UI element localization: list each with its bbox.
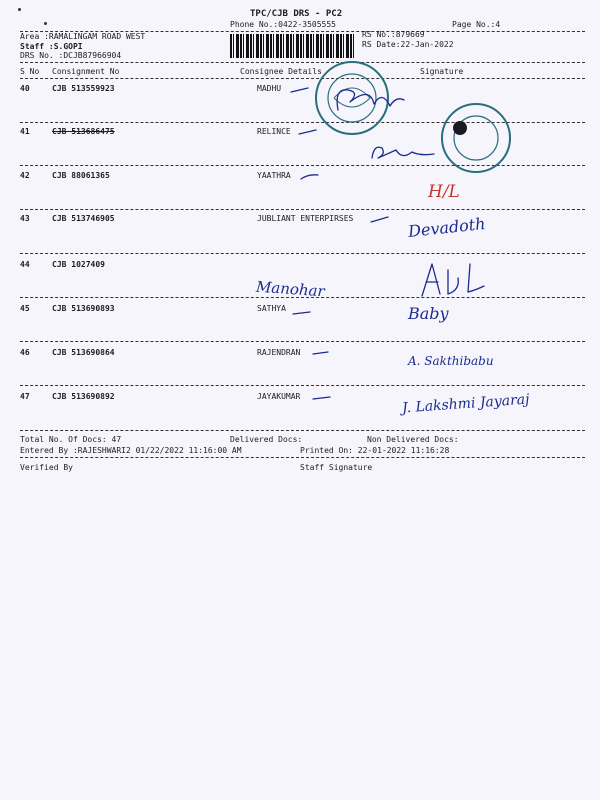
tick-mark (292, 308, 312, 318)
tick-mark (290, 86, 310, 96)
row-consignment: CJB 513690893 (52, 304, 115, 313)
signature-row44 (418, 260, 490, 300)
total-docs: Total No. Of Docs: 47 (20, 435, 122, 444)
row-consignee: JAYAKUMAR (257, 392, 301, 401)
row-consignee: RAJENDRAN (257, 348, 301, 357)
row-consignee: YAATHRA (257, 171, 291, 180)
row-consignment: CJB 1027409 (52, 260, 105, 269)
column-header-consignee: Consignee Details (240, 67, 322, 76)
delivered-docs: Delivered Docs: (230, 435, 303, 444)
row-consignment: CJB 513690892 (52, 392, 115, 401)
tick-mark (312, 349, 332, 359)
tick-mark (370, 215, 390, 225)
signature-relince (368, 140, 440, 164)
signature-rajendran: A. Sakthibabu (408, 354, 494, 368)
row-sno: 46 (20, 348, 30, 357)
row-sno: 42 (20, 171, 30, 180)
row-consignment: CJB 513686475 (52, 127, 115, 136)
signature-madhu (330, 80, 410, 116)
non-delivered-docs: Non Delivered Docs: (367, 435, 459, 444)
signature-jayakumar: J. Lakshmi Jayaraj (401, 391, 530, 417)
hil-mark: H/L (428, 182, 460, 202)
row-sno: 41 (20, 127, 30, 136)
row-consignment: CJB 513746905 (52, 214, 115, 223)
tick-mark (312, 393, 332, 403)
signature-devadoss: Devadoth (407, 214, 487, 241)
tick-mark (300, 172, 320, 182)
scan-speck (18, 8, 21, 11)
column-header-consignment: Consignment No (52, 67, 120, 76)
column-header-sno: S No (20, 67, 40, 76)
signature-sathya: Baby (408, 304, 449, 323)
row-consignee: RELINCE (257, 127, 291, 136)
printed-on: Printed On: 22-01-2022 11:16:28 (300, 446, 450, 455)
staff-label: Staff :S.GOPI (20, 42, 83, 51)
column-header-signature: Signature (420, 67, 464, 76)
row-consignee: JUBLIANT ENTERPIRSES (257, 214, 354, 223)
phone-number: Phone No.:0422-3505555 (230, 20, 336, 29)
signature-manohar: Manohar (255, 277, 326, 301)
area-label: Area :RAMALINGAM ROAD WEST (20, 32, 146, 41)
row-sno: 44 (20, 260, 30, 269)
row-consignee: SATHYA (257, 304, 286, 313)
row-consignee: MADHU (257, 84, 282, 93)
row-sno: 43 (20, 214, 30, 223)
document-title: TPC/CJB DRS - PC2 (250, 9, 343, 19)
row-sno: 45 (20, 304, 30, 313)
row-consignment: CJB 513559923 (52, 84, 115, 93)
row-consignment: CJB 513690864 (52, 348, 115, 357)
row-consignment: CJB 88061365 (52, 171, 110, 180)
barcode (230, 34, 355, 58)
drs-number: DRS No. :DCJB87966904 (20, 51, 122, 60)
scan-speck (44, 22, 47, 25)
rs-date: RS Date:22-Jan-2022 (362, 40, 454, 49)
rs-number: RS No.:879669 (362, 30, 425, 39)
verified-by: Verified By (20, 463, 73, 472)
page-number: Page No.:4 (452, 20, 501, 29)
row-sno: 40 (20, 84, 30, 93)
company-stamp (438, 100, 514, 176)
entered-by: Entered By :RAJESHWARI2 01/22/2022 11:16:00 AM (20, 446, 242, 455)
staff-signature-label: Staff Signature (300, 463, 373, 472)
row-sno: 47 (20, 392, 30, 401)
